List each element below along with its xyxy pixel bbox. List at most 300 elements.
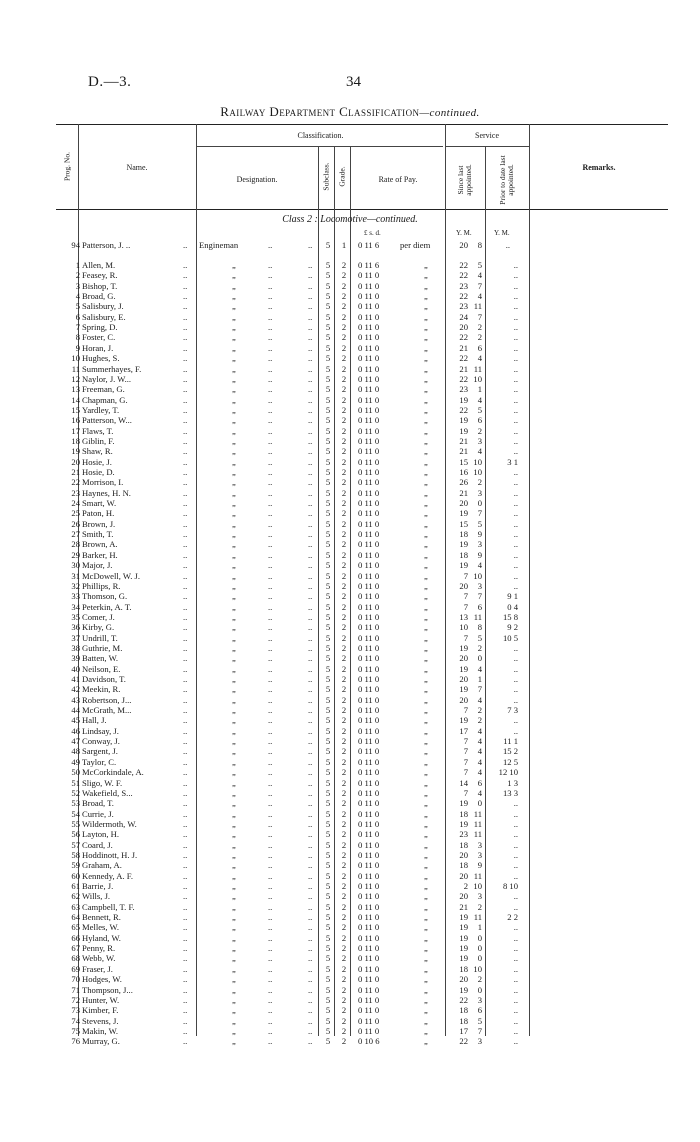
row-leader-dots: .. [183, 373, 188, 384]
row-rate-ditto: „ [424, 725, 428, 736]
row-name: Patterson, J. .. [82, 240, 131, 250]
row-rate-ditto: „ [424, 467, 428, 477]
row-leader-dots: .. [183, 404, 188, 415]
row-prog-no: 11 [71, 363, 80, 374]
row-rate-ditto: „ [424, 912, 428, 923]
row-leader-dots: .. [308, 560, 313, 571]
row-name: Undrill, T. [82, 632, 118, 643]
table-row [0, 426, 700, 437]
row-name: Barrie, J. [82, 881, 114, 891]
row-rate: 0 11 0 [358, 353, 380, 364]
row-designation-ditto: „ [232, 860, 236, 871]
row-since-months: 0 [477, 943, 482, 954]
row-prog-no: 54 [71, 808, 80, 819]
row-since-months: 2 [477, 642, 482, 653]
row-leader-dots: .. [308, 984, 313, 995]
row-rate-per: per diem [400, 240, 431, 250]
row-prog-no: 14 [71, 394, 80, 405]
row-prog-no: 51 [71, 777, 80, 788]
row-name: Melles, W. [82, 922, 120, 933]
row-leader-dots: .. [308, 818, 313, 829]
row-prior: .. [513, 518, 518, 529]
row-grade: 2 [341, 922, 347, 933]
row-prog-no: 72 [71, 994, 80, 1005]
row-since-months: 4 [477, 756, 482, 767]
row-subclass: 5 [325, 746, 331, 757]
row-leader-dots: .. [183, 270, 188, 281]
row-since-months: 2 [477, 705, 482, 716]
row-leader-dots: .. [308, 291, 313, 302]
row-prog-no: 47 [71, 736, 80, 747]
row-leader-dots: .. [308, 715, 313, 726]
row-designation-ditto: „ [232, 498, 236, 509]
row-leader-dots: .. [308, 622, 313, 633]
row-prior: .. [513, 901, 518, 912]
row-leader-dots: .. [268, 549, 273, 560]
row-leader-dots: .. [268, 787, 273, 798]
row-leader-dots: .. [308, 322, 313, 333]
row-designation-ditto: „ [232, 291, 236, 302]
row-rate: 0 11 0 [358, 560, 380, 571]
row-leader-dots: .. [268, 839, 273, 850]
row-subclass: 5 [325, 642, 331, 653]
row-prog-no: 35 [71, 611, 80, 622]
class-heading [0, 214, 700, 225]
row-name: Hyland, W. [82, 932, 121, 943]
row-leader-dots: .. [308, 384, 313, 395]
table-row [0, 953, 700, 964]
row-designation-ditto: „ [232, 260, 236, 270]
row-prior: 2 2 [507, 912, 518, 923]
row-designation-ditto: „ [232, 839, 236, 850]
row-prog-no: 22 [71, 477, 80, 488]
row-rate-ditto: „ [424, 518, 428, 529]
row-since-years: 22 [459, 260, 468, 270]
row-leader-dots: .. [268, 953, 273, 964]
row-leader-dots: .. [268, 870, 273, 881]
row-rate-ditto: „ [424, 715, 428, 726]
row-subclass: 5 [325, 415, 331, 426]
row-leader-dots: .. [308, 849, 313, 860]
row-designation-ditto: „ [232, 425, 236, 436]
row-leader-dots: .. [268, 849, 273, 860]
row-designation-ditto: „ [232, 591, 236, 602]
row-rate: 0 11 0 [358, 653, 380, 664]
row-since-years: 20 [459, 580, 468, 591]
row-leader-dots: .. [268, 1005, 273, 1016]
row-since-years: 18 [459, 1005, 468, 1016]
row-prior: .. [513, 891, 518, 902]
row-rate-ditto: „ [424, 601, 428, 612]
row-prior: .. [513, 394, 518, 405]
row-rate: 0 11 0 [358, 943, 380, 954]
row-leader-dots: .. [183, 508, 188, 519]
row-name: Hughes, S. [82, 353, 120, 364]
row-grade: 2 [341, 342, 347, 353]
row-prior: .. [513, 342, 518, 353]
row-since-months: 4 [477, 394, 482, 405]
row-rate: 0 11 0 [358, 1005, 380, 1016]
row-since-months: 10 [473, 570, 482, 581]
row-rate-ditto: „ [424, 260, 428, 270]
row-since-years: 7 [463, 705, 468, 716]
row-leader-dots: .. [308, 363, 313, 374]
row-designation-ditto: „ [232, 301, 236, 312]
row-subclass: 5 [325, 425, 331, 436]
row-name: Salisbury, E. [82, 311, 126, 322]
table-row [0, 1016, 700, 1027]
row-prog-no: 20 [71, 456, 80, 467]
row-leader-dots: .. [183, 539, 188, 550]
row-name: Broad, G. [82, 291, 116, 302]
row-since-months: 5 [477, 404, 482, 415]
row-since-years: 21 [459, 363, 468, 374]
row-leader-dots: .. [183, 798, 188, 809]
row-name: Giblin, F. [82, 435, 115, 446]
row-prior: .. [513, 570, 518, 581]
row-leader-dots: .. [308, 1025, 313, 1036]
row-since-months: 6 [477, 1005, 482, 1016]
row-leader-dots: .. [308, 611, 313, 622]
row-designation-ditto: „ [232, 518, 236, 529]
row-subclass: 5 [325, 860, 331, 871]
row-leader-dots: .. [268, 994, 273, 1005]
row-leader-dots: .. [268, 715, 273, 726]
row-since-months: 11 [473, 611, 482, 622]
row-rate-ditto: „ [424, 560, 428, 571]
row-prog-no: 63 [71, 901, 80, 912]
row-rate: 0 11 0 [358, 549, 380, 560]
row-name: Kimber, F. [82, 1005, 119, 1016]
row-since-months: 2 [477, 332, 482, 343]
row-name: Graham, A. [82, 860, 122, 871]
row-leader-dots: .. [308, 467, 313, 477]
row-prog-no: 57 [71, 839, 80, 850]
row-rate: 0 11 0 [358, 756, 380, 767]
row-prog-no: 73 [71, 1005, 80, 1016]
row-since-years: 22 [459, 1036, 468, 1047]
row-name: Hosie, D. [82, 467, 115, 477]
row-prog-no: 12 [71, 373, 80, 384]
row-leader-dots: .. [183, 922, 188, 933]
row-leader-dots: .. [183, 839, 188, 850]
row-rate: 0 11 0 [358, 518, 380, 529]
table-row [0, 726, 700, 737]
row-prog-no: 31 [71, 570, 80, 581]
row-rate: 0 11 0 [358, 746, 380, 757]
table-row [0, 891, 700, 902]
row-leader-dots: .. [183, 756, 188, 767]
row-rate-ditto: „ [424, 994, 428, 1005]
row-leader-dots: .. [183, 705, 188, 716]
row-subclass: 5 [325, 384, 331, 395]
row-designation-ditto: „ [232, 342, 236, 353]
row-leader-dots: .. [183, 808, 188, 819]
row-name: Makin, W. [82, 1025, 119, 1036]
row-name: Shaw, R. [82, 446, 113, 457]
header-name: Name. [126, 163, 148, 172]
row-leader-dots: .. [183, 363, 188, 374]
row-leader-dots: .. [308, 777, 313, 788]
row-grade: 2 [341, 415, 347, 426]
unit-money: £ s. d. [364, 229, 381, 237]
classification-subrule [196, 146, 443, 147]
row-since-years: 20 [459, 240, 468, 250]
row-since-months: 4 [477, 663, 482, 674]
row-since-months: 10 [473, 456, 482, 467]
row-prior: 13 3 [502, 787, 518, 798]
row-rate: 0 11 0 [358, 332, 380, 343]
row-leader-dots: .. [268, 901, 273, 912]
row-designation-ditto: „ [232, 363, 236, 374]
header-rate-of-pay: Rate of Pay. [378, 175, 418, 184]
row-leader-dots: .. [183, 1036, 188, 1047]
header-bottom-rule [56, 209, 668, 210]
row-rate-ditto: „ [424, 342, 428, 353]
row-grade: 2 [341, 498, 347, 509]
row-since-years: 19 [459, 953, 468, 964]
row-leader-dots: .. [268, 777, 273, 788]
row-rate-ditto: „ [424, 477, 428, 488]
row-prior: .. [513, 839, 518, 850]
row-rate-ditto: „ [424, 508, 428, 519]
row-rate: 0 11 0 [358, 818, 380, 829]
row-since-months: 11 [473, 818, 482, 829]
row-since-years: 18 [459, 860, 468, 871]
row-prog-no: 45 [71, 715, 80, 726]
row-leader-dots: .. [268, 291, 273, 302]
row-subclass: 5 [325, 260, 331, 270]
row-grade: 2 [341, 663, 347, 674]
row-rate-ditto: „ [424, 1005, 428, 1016]
row-prog-no: 62 [71, 891, 80, 902]
row-rate-ditto: „ [424, 363, 428, 374]
table-row [0, 332, 700, 343]
row-subclass: 5 [325, 694, 331, 705]
row-rate-ditto: „ [424, 674, 428, 684]
row-leader-dots: .. [308, 756, 313, 767]
row-prog-no: 44 [71, 705, 80, 716]
row-subclass: 5 [325, 622, 331, 633]
row-rate: 0 11 0 [358, 487, 380, 498]
row-name: Freeman, G. [82, 384, 125, 395]
row-subclass: 5 [325, 684, 331, 695]
table-row [0, 591, 700, 602]
row-rate-ditto: „ [424, 870, 428, 881]
row-prog-no: 28 [71, 539, 80, 550]
table-row [0, 746, 700, 757]
row-rate-ditto: „ [424, 922, 428, 933]
row-prior: .. [513, 373, 518, 384]
row-leader-dots: .. [308, 570, 313, 581]
row-leader-dots: .. [308, 240, 313, 250]
row-leader-dots: .. [308, 642, 313, 653]
row-grade: 2 [341, 746, 347, 757]
row-prog-no: 26 [71, 518, 80, 529]
row-rate-ditto: „ [424, 456, 428, 467]
row-subclass: 5 [325, 870, 331, 881]
row-leader-dots: .. [268, 746, 273, 757]
row-prog-no: 32 [71, 580, 80, 591]
row-leader-dots: .. [268, 425, 273, 436]
row-prior: .. [513, 446, 518, 457]
row-prog-no: 39 [71, 653, 80, 664]
row-leader-dots: .. [268, 570, 273, 581]
row-leader-dots: .. [308, 901, 313, 912]
row-rate: 0 11 0 [358, 363, 380, 374]
header-since-last: Since last appointed. [456, 164, 473, 196]
row-since-months: 11 [473, 870, 482, 881]
row-since-months: 8 [477, 240, 482, 250]
row-grade: 2 [341, 984, 347, 995]
row-prior: .. [513, 808, 518, 819]
row-name: Bishop, T. [82, 280, 118, 291]
row-subclass: 5 [325, 725, 331, 736]
row-subclass: 5 [325, 404, 331, 415]
row-prior: .. [505, 240, 510, 250]
row-subclass: 5 [325, 963, 331, 974]
row-rate: 0 11 0 [358, 291, 380, 302]
row-subclass: 5 [325, 881, 331, 891]
row-leader-dots: .. [183, 570, 188, 581]
row-leader-dots: .. [183, 1025, 188, 1036]
row-leader-dots: .. [183, 446, 188, 457]
row-subclass: 5 [325, 353, 331, 364]
header-classification: Classification. [297, 131, 344, 140]
row-name: Summerhayes, F. [82, 363, 142, 374]
row-rate: 0 11 0 [358, 384, 380, 395]
row-since-months: 4 [477, 353, 482, 364]
row-leader-dots: .. [268, 518, 273, 529]
row-rate: 0 11 0 [358, 570, 380, 581]
row-leader-dots: .. [183, 291, 188, 302]
row-rate-ditto: „ [424, 767, 428, 778]
row-leader-dots: .. [308, 601, 313, 612]
row-prog-no: 50 [71, 767, 80, 778]
row-name: Feasey, R. [82, 270, 118, 281]
row-prior: .. [513, 435, 518, 446]
row-grade: 2 [341, 529, 347, 540]
unit-service-prior: Y. M. [494, 229, 510, 237]
row-designation-ditto: „ [232, 963, 236, 974]
row-prior: 12 5 [502, 756, 518, 767]
row-rate: 0 11 0 [358, 912, 380, 923]
table-row [0, 240, 700, 251]
row-leader-dots: .. [183, 860, 188, 871]
row-leader-dots: .. [308, 311, 313, 322]
row-leader-dots: .. [183, 715, 188, 726]
row-leader-dots: .. [268, 756, 273, 767]
row-name: Lindsay, J. [82, 725, 119, 736]
row-leader-dots: .. [268, 394, 273, 405]
row-prog-no: 36 [71, 622, 80, 633]
row-rate-ditto: „ [424, 591, 428, 602]
row-name: Phillips, R. [82, 580, 121, 591]
row-rate: 0 11 0 [358, 1025, 380, 1036]
row-subclass: 5 [325, 240, 331, 250]
row-prog-no: 30 [71, 560, 80, 571]
row-rate: 0 11 0 [358, 674, 380, 684]
row-rate-ditto: „ [424, 653, 428, 664]
row-leader-dots: .. [183, 725, 188, 736]
row-since-months: 11 [473, 912, 482, 923]
row-leader-dots: .. [183, 498, 188, 509]
table-title-main: Railway Department Classification [220, 104, 420, 119]
row-rate-ditto: „ [424, 798, 428, 809]
row-prior: 1 3 [507, 777, 518, 788]
row-leader-dots: .. [268, 705, 273, 716]
row-since-months: 7 [477, 591, 482, 602]
table-row [0, 705, 700, 716]
row-name: Spring, D. [82, 322, 118, 333]
row-subclass: 5 [325, 974, 331, 985]
row-rate-ditto: „ [424, 498, 428, 509]
row-prior: .. [513, 291, 518, 302]
table-row [0, 850, 700, 861]
row-since-months: 1 [477, 674, 482, 684]
row-grade: 2 [341, 332, 347, 343]
row-since-years: 20 [459, 674, 468, 684]
row-since-months: 5 [477, 1015, 482, 1026]
row-subclass: 5 [325, 818, 331, 829]
row-subclass: 5 [325, 829, 331, 840]
table-row [0, 322, 700, 333]
row-name: Peterkin, A. T. [82, 601, 132, 612]
row-grade: 2 [341, 549, 347, 560]
row-leader-dots: .. [268, 881, 273, 891]
row-prior: .. [513, 529, 518, 540]
row-since-years: 19 [459, 425, 468, 436]
table-row [0, 560, 700, 571]
row-since-years: 23 [459, 829, 468, 840]
row-leader-dots: .. [183, 435, 188, 446]
table-row [0, 933, 700, 944]
table-row [0, 519, 700, 530]
row-prog-no: 43 [71, 694, 80, 705]
row-subclass: 5 [325, 715, 331, 726]
row-grade: 2 [341, 394, 347, 405]
row-rate: 0 11 0 [358, 829, 380, 840]
row-designation-ditto: „ [232, 767, 236, 778]
row-subclass: 5 [325, 467, 331, 477]
row-leader-dots: .. [183, 322, 188, 333]
row-designation-ditto: „ [232, 446, 236, 457]
row-subclass: 5 [325, 373, 331, 384]
row-rate-ditto: „ [424, 746, 428, 757]
row-leader-dots: .. [308, 963, 313, 974]
row-leader-dots: .. [268, 943, 273, 954]
header-prog-no: Prog. No. [62, 152, 72, 181]
row-leader-dots: .. [183, 963, 188, 974]
row-since-years: 19 [459, 798, 468, 809]
row-rate-ditto: „ [424, 404, 428, 415]
row-since-months: 6 [477, 777, 482, 788]
row-name: Hunter, W. [82, 994, 120, 1005]
row-since-months: 1 [477, 384, 482, 395]
row-leader-dots: .. [308, 404, 313, 415]
row-leader-dots: .. [308, 1015, 313, 1026]
row-since-months: 10 [473, 881, 482, 891]
row-subclass: 5 [325, 663, 331, 674]
row-rate: 0 11 0 [358, 694, 380, 705]
row-prog-no: 55 [71, 818, 80, 829]
row-since-years: 21 [459, 342, 468, 353]
table-row [0, 353, 700, 364]
row-grade: 2 [341, 725, 347, 736]
row-leader-dots: .. [183, 311, 188, 322]
row-rate-ditto: „ [424, 694, 428, 705]
row-leader-dots: .. [183, 653, 188, 664]
